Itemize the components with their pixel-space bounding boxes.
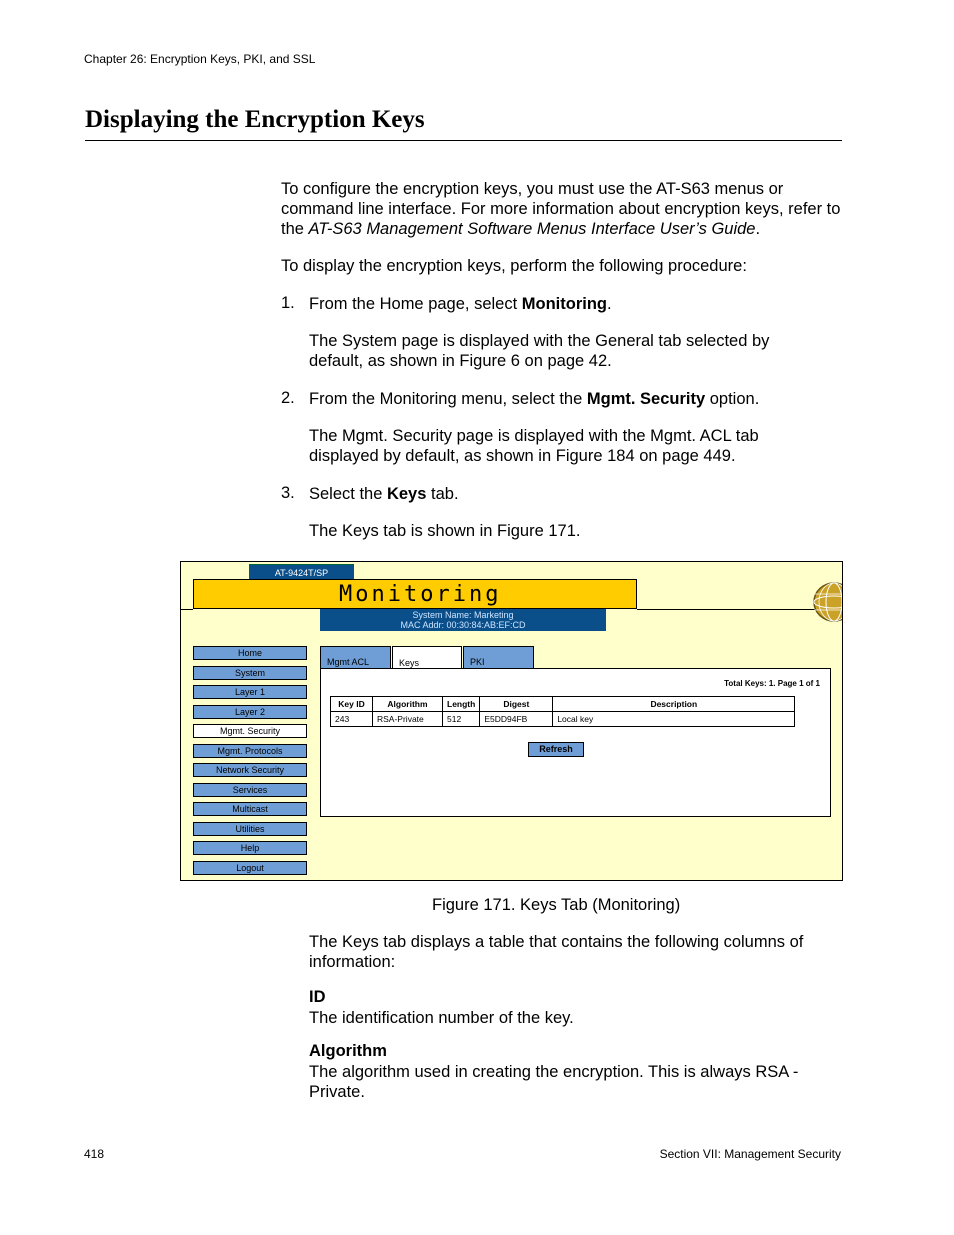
nav-mgmt-security[interactable]: Mgmt. Security [193, 724, 307, 738]
step-2-pre: From the Monitoring menu, select the [309, 390, 587, 408]
col-digest: Digest [480, 697, 553, 712]
keys-tab-screenshot [180, 561, 843, 881]
nav-network-security[interactable]: Network Security [193, 763, 307, 777]
chapter-header: Chapter 26: Encryption Keys, PKI, and SSL [84, 52, 316, 66]
page-title: Displaying the Encryption Keys [85, 106, 425, 133]
step-2-note: The Mgmt. Security page is displayed with the Mgmt. ACL tab displayed by default, as shown in Figure 184 on page 449. [309, 427, 759, 465]
nav-services[interactable]: Services [193, 783, 307, 797]
step-1 [309, 294, 612, 314]
mac-address: MAC Addr: 00:30:84:AB:EF:CD [400, 620, 526, 630]
step-1-pre: From the Home page, select [309, 295, 522, 313]
col-length: Length [443, 697, 480, 712]
col-key-id: Key ID [331, 697, 373, 712]
step-3-pre: Select the [309, 485, 387, 503]
section-footer: Section VII: Management Security [659, 1147, 841, 1161]
banner-title: Monitoring [339, 582, 502, 607]
step-3 [309, 484, 459, 504]
cell-length: 512 [443, 712, 480, 727]
step-2-number: 2. [281, 389, 295, 407]
monitoring-banner [193, 579, 637, 609]
nav-utilities[interactable]: Utilities [193, 822, 307, 836]
table-row [331, 712, 795, 727]
step-1-note: The System page is displayed with the General tab selected by default, as shown in Figure 6 on page 42. [309, 332, 770, 370]
keys-table [330, 696, 795, 727]
step-2-post: option. [705, 390, 760, 408]
cell-digest: E5DD94FB [480, 712, 553, 727]
step-3-bold: Keys [386, 485, 427, 503]
intro-paragraph [281, 179, 843, 239]
model-label: AT-9424T/SP [249, 564, 354, 580]
procedure-intro: To display the encryption keys, perform the following procedure: [281, 257, 747, 275]
nav-home[interactable]: Home [193, 646, 307, 660]
intro-text: To configure the encryption keys, you must use the AT-S63 menus or command line interface. For more information about encryption keys, refer to the [281, 180, 841, 238]
cell-algorithm: RSA-Private [373, 712, 443, 727]
nav-layer-1[interactable]: Layer 1 [193, 685, 307, 699]
desc-id: The identification number of the key. [309, 1009, 574, 1027]
nav-system[interactable]: System [193, 666, 307, 680]
step-2 [309, 389, 759, 409]
tab-keys[interactable]: Keys [392, 646, 462, 670]
nav-logout[interactable]: Logout [193, 861, 307, 875]
tab-pki[interactable]: PKI [463, 646, 534, 669]
step-3-note: The Keys tab is shown in Figure 171. [309, 522, 581, 540]
step-2-bold: Mgmt. Security [586, 390, 706, 408]
col-algorithm: Algorithm [373, 697, 443, 712]
total-keys: Total Keys: 1. Page 1 of 1 [724, 679, 820, 688]
term-id: ID [309, 988, 326, 1006]
step-1-number: 1. [281, 294, 295, 312]
globe-logo-icon [810, 572, 843, 622]
table-header-row [331, 697, 795, 712]
intro-period: . [755, 220, 761, 238]
nav-layer-2[interactable]: Layer 2 [193, 705, 307, 719]
cell-key-id: 243 [331, 712, 373, 727]
keys-panel [320, 668, 831, 817]
cell-description: Local key [553, 712, 795, 727]
tab-mgmt-acl[interactable]: Mgmt ACL [320, 646, 391, 669]
step-1-bold: Monitoring [521, 295, 607, 313]
guide-title: AT-S63 Management Software Menus Interface User’s Guide [308, 220, 756, 238]
step-3-post: tab. [426, 485, 459, 503]
banner-divider-left [181, 609, 193, 610]
title-rule [85, 140, 842, 141]
col-description: Description [553, 697, 795, 712]
system-name: System Name: Marketing [412, 610, 514, 620]
figure-caption: Figure 171. Keys Tab (Monitoring) [432, 896, 681, 914]
desc-algorithm: The algorithm used in creating the encryption. This is always RSA - Private. [309, 1063, 799, 1101]
page-number: 418 [84, 1147, 105, 1161]
system-info [320, 609, 606, 631]
nav-help[interactable]: Help [193, 841, 307, 855]
nav-multicast[interactable]: Multicast [193, 802, 307, 816]
step-3-number: 3. [281, 484, 295, 502]
step-1-post: . [607, 295, 612, 313]
refresh-button[interactable]: Refresh [528, 742, 584, 757]
columns-intro: The Keys tab displays a table that contains the following columns of information: [309, 933, 804, 971]
nav-mgmt-protocols[interactable]: Mgmt. Protocols [193, 744, 307, 758]
term-algorithm: Algorithm [309, 1042, 387, 1060]
